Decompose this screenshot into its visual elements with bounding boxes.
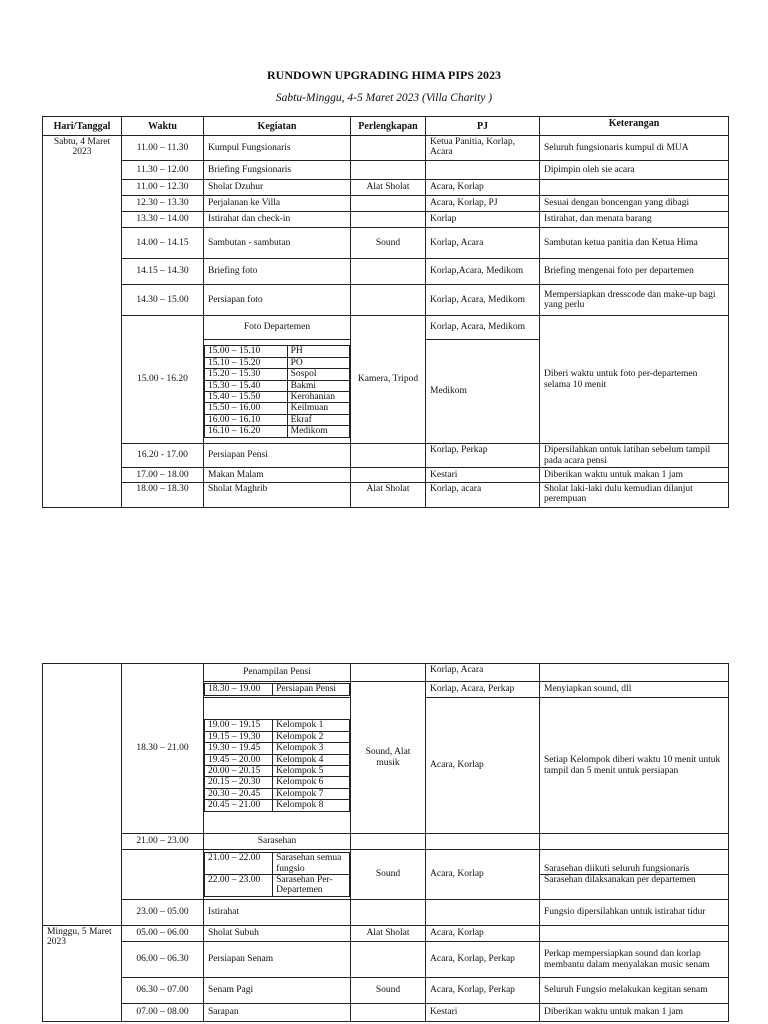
note-cell: Diberi waktu untuk foto per-departemen selama 10 menit [540, 316, 729, 444]
time-cell: 16.20 - 17.00 [122, 444, 204, 468]
sub-time: 15.20 – 15.30 [205, 369, 288, 380]
pic-cell: Korlap, acara [426, 483, 540, 508]
note-cell [540, 180, 729, 196]
activity-cell: Perjalanan ke Villa [204, 196, 351, 212]
equipment-cell [351, 1004, 426, 1022]
sub-time: 20.00 – 20.15 [205, 766, 273, 777]
sub-time: 19.30 – 19.45 [205, 743, 273, 754]
sub-group: Kelompok 3 [273, 743, 350, 754]
sub-department: Medikom [287, 426, 349, 437]
pic-cell: Korlap [426, 212, 540, 228]
table-row [43, 926, 729, 942]
table-row [43, 664, 729, 682]
equipment-cell: Sound, Alat musik [351, 682, 426, 834]
day-cell: Minggu, 5 Maret 2023 [43, 926, 122, 1022]
time-cell-empty [122, 850, 204, 900]
pic-cell: Korlap, Acara, Medikom [426, 316, 540, 340]
note-cell: Fungsio dipersilahkan untuk istirahat tidur [540, 900, 729, 926]
time-cell: 11.00 – 11.30 [122, 136, 204, 161]
equipment-cell: Sound [351, 228, 426, 259]
time-cell: 14.30 – 15.00 [122, 285, 204, 316]
table-row [43, 212, 729, 228]
activity-cell: Sholat Subuh [204, 926, 351, 942]
document-title: RUNDOWN UPGRADING HIMA PIPS 2023 [267, 68, 501, 82]
equipment-cell [351, 259, 426, 285]
time-cell: 14.00 – 14.15 [122, 228, 204, 259]
sub-department: Ekraf [287, 414, 349, 425]
time-cell: 11.30 – 12.00 [122, 161, 204, 180]
note-cell: Diberikan waktu untuk makan 1 jam [540, 468, 729, 483]
pensi-prep-sub [204, 682, 351, 698]
table-row [43, 444, 729, 468]
time-cell: 05.00 – 06.00 [122, 926, 204, 942]
sub-department: Sospol [287, 369, 349, 380]
equipment-cell: Alat Sholat [351, 926, 426, 942]
sub-department: Keilmuan [287, 403, 349, 414]
table-row [43, 834, 729, 850]
day-cell-empty [43, 664, 122, 926]
time-cell: 18.00 – 18.30 [122, 483, 204, 508]
note-cell: Istirahat, dan menata barang [540, 212, 729, 228]
pic-cell: Korlap, Acara [426, 664, 540, 682]
sub-time: 19.45 – 20.00 [205, 754, 273, 765]
sub-group: Kelompok 2 [273, 731, 350, 742]
sub-group: Kelompok 1 [273, 720, 350, 731]
pic-cell: Korlap, Acara, Perkap [426, 682, 540, 698]
pic-cell [426, 900, 540, 926]
note-cell: Diberikan waktu untuk makan 1 jam [540, 1004, 729, 1022]
sub-group: Kelompok 6 [273, 777, 350, 788]
time-cell: 18.30 – 21.00 [122, 664, 204, 834]
note-cell: Sholat laki-laki dulu kemudian dilanjut perempuan [540, 483, 729, 508]
sub-time: 22.00 – 23.00 [205, 875, 273, 897]
pensi-prep-subtable [204, 683, 350, 695]
pic-cell: Kestari [426, 468, 540, 483]
activity-cell: Kumpul Fungsionaris [204, 136, 351, 161]
time-cell: 17.00 – 18.00 [122, 468, 204, 483]
note-cell [540, 834, 729, 850]
table-row [43, 942, 729, 978]
pic-cell: Acara, Korlap, Perkap [426, 942, 540, 978]
equipment-cell [351, 212, 426, 228]
note-cell: Seluruh fungsionaris kumpul di MUA [540, 136, 729, 161]
activity-cell: Sholat Dzuhur [204, 180, 351, 196]
note-cell: Seluruh Fungsio melakukan kegitan senam [540, 978, 729, 1004]
equipment-cell [351, 285, 426, 316]
equipment-cell [351, 900, 426, 926]
time-cell: 21.00 – 23.00 [122, 834, 204, 850]
equipment-cell: Alat Sholat [351, 483, 426, 508]
pic-cell: Ketua Panitia, Korlap, Acara [426, 136, 540, 161]
equipment-cell: Kamera, Tripod [351, 316, 426, 444]
activity-cell: Briefing foto [204, 259, 351, 285]
header-activity: Kegiatan [204, 117, 351, 136]
table-row [43, 161, 729, 180]
pic-cell [426, 834, 540, 850]
sub-time: 19.15 – 19.30 [205, 731, 273, 742]
table-row [43, 285, 729, 316]
sub-department: PH [287, 346, 349, 357]
sub-department: Kerohanian [287, 392, 349, 403]
table-row [43, 483, 729, 508]
foto-subschedule [204, 340, 351, 444]
note-cell: Perkap mempersiapkan sound dan korlap membantu dalam menyalakan music senam [540, 942, 729, 978]
note-cell: Mempersiapkan dresscode dan make-up bagi yang perlu [540, 285, 729, 316]
table-row [43, 259, 729, 285]
sub-time: 15.00 – 15.10 [205, 346, 288, 357]
sub-time: 20.45 – 21.00 [205, 800, 273, 811]
sub-group: Kelompok 8 [273, 800, 350, 811]
pic-cell: Acara, Korlap, Perkap [426, 978, 540, 1004]
sub-activity: Sarasehan semua fungsio [273, 853, 350, 875]
foto-subtable [204, 345, 350, 438]
note-cell: Sarasehan diikuti seluruh fungsionaris [540, 864, 728, 875]
pic-cell: Acara, Korlap [426, 850, 540, 900]
note-cell [540, 926, 729, 942]
note-cell: Sambutan ketua panitia dan Ketua Hima [540, 228, 729, 259]
activity-cell: Briefing Fungsionaris [204, 161, 351, 180]
equipment-cell: Alat Sholat [351, 180, 426, 196]
rundown-table-day1 [42, 116, 729, 508]
equipment-cell [351, 834, 426, 850]
pic-cell: Korlap, Perkap [426, 444, 540, 468]
equipment-cell [351, 161, 426, 180]
header-pic: PJ [426, 117, 540, 136]
activity-cell: Sarapan [204, 1004, 351, 1022]
table-row [43, 1004, 729, 1022]
sub-time: 15.10 – 15.20 [205, 357, 288, 368]
time-cell: 23.00 – 05.00 [122, 900, 204, 926]
sarasehan-subschedule [204, 850, 351, 900]
sub-time: 20.30 – 20.45 [205, 788, 273, 799]
header-time: Waktu [122, 117, 204, 136]
time-cell: 06.00 – 06.30 [122, 942, 204, 978]
activity-group-header: Foto Departemen [204, 316, 351, 340]
sub-group: Kelompok 5 [273, 766, 350, 777]
sub-group: Kelompok 7 [273, 788, 350, 799]
note-cell: Dipimpin oleh sie acara [540, 161, 729, 180]
equipment-cell: Sound [351, 850, 426, 900]
equipment-cell [351, 136, 426, 161]
sub-time: 15.40 – 15.50 [205, 392, 288, 403]
activity-cell: Senam Pagi [204, 978, 351, 1004]
pic-cell: Korlap, Acara, Medikom [426, 285, 540, 316]
equipment-cell [351, 444, 426, 468]
sarasehan-notes-table [540, 864, 728, 886]
pic-cell: Acara, Korlap [426, 698, 540, 834]
header-equipment: Perlengkapan [351, 117, 426, 136]
pic-cell: Kestari [426, 1004, 540, 1022]
pic-cell: Acara, Korlap [426, 926, 540, 942]
note-cell: Dipersilahkan untuk latihan sebelum tampil pada acara pensi [540, 444, 729, 468]
sub-time: 20.15 – 20.30 [205, 777, 273, 788]
activity-cell: Makan Malam [204, 468, 351, 483]
sarasehan-subtable [204, 852, 350, 897]
sub-activity: Sarasehan Per-Departemen [273, 875, 350, 897]
note-cell: Sesuai dengan boncengan yang dibagi [540, 196, 729, 212]
activity-cell: Sholat Maghrib [204, 483, 351, 508]
table-row [43, 850, 729, 900]
pic-cell: Korlap, Acara [426, 228, 540, 259]
sub-time: 15.50 – 16.00 [205, 403, 288, 414]
sub-time: 16.10 – 16.20 [205, 426, 288, 437]
time-cell: 14.15 – 14.30 [122, 259, 204, 285]
sub-department: Bakmi [287, 380, 349, 391]
note-cell: Briefing mengenai foto per departemen [540, 259, 729, 285]
equipment-cell [351, 468, 426, 483]
activity-cell: Persiapan foto [204, 285, 351, 316]
sub-department: PO [287, 357, 349, 368]
activity-cell: Istirahat [204, 900, 351, 926]
table-row [43, 316, 729, 340]
pensi-subtable [204, 719, 350, 812]
equipment-cell [351, 942, 426, 978]
activity-cell: Persiapan Pensi [204, 444, 351, 468]
table-row [43, 978, 729, 1004]
day-cell: Sabtu, 4 Maret 2023 [43, 136, 122, 508]
sub-time: 16.00 – 16.10 [205, 414, 288, 425]
note-cell: Sarasehan dilaksanakan per departemen [540, 875, 728, 886]
sub-group: Kelompok 4 [273, 754, 350, 765]
sub-time: 15.30 – 15.40 [205, 380, 288, 391]
sub-activity: Persiapan Pensi [273, 684, 350, 695]
table-row [43, 228, 729, 259]
table-row [43, 180, 729, 196]
time-cell: 06.30 – 07.00 [122, 978, 204, 1004]
activity-cell: Istirahat dan check-in [204, 212, 351, 228]
table-row [43, 900, 729, 926]
header-day: Hari/Tanggal [43, 117, 122, 136]
activity-group-header: Sarasehan [204, 834, 351, 850]
rundown-table-continued [42, 663, 729, 1022]
pic-cell: Acara, Korlap, PJ [426, 196, 540, 212]
time-cell: 12.30 – 13.30 [122, 196, 204, 212]
pic-cell: Acara, Korlap [426, 180, 540, 196]
pensi-subschedule [204, 698, 351, 834]
equipment-cell [351, 196, 426, 212]
sub-time: 18.30 – 19.00 [205, 684, 273, 695]
pic-cell: Medikom [426, 340, 540, 444]
document-subtitle: Sabtu-Minggu, 4-5 Maret 2023 (Villa Charity ) [275, 92, 493, 104]
activity-cell: Sambutan - sambutan [204, 228, 351, 259]
time-cell: 15.00 - 16.20 [122, 316, 204, 444]
table-row [43, 136, 729, 161]
time-cell: 07.00 – 08.00 [122, 1004, 204, 1022]
equipment-cell [351, 664, 426, 682]
time-cell: 11.00 – 12.30 [122, 180, 204, 196]
sub-time: 19.00 – 19.15 [205, 720, 273, 731]
pic-cell [426, 161, 540, 180]
equipment-cell: Sound [351, 978, 426, 1004]
activity-group-header: Penampilan Pensi [204, 664, 351, 682]
sub-time: 21.00 – 22.00 [205, 853, 273, 875]
table-row [43, 196, 729, 212]
time-cell: 13.30 – 14.00 [122, 212, 204, 228]
table-row [43, 468, 729, 483]
activity-cell: Persiapan Senam [204, 942, 351, 978]
header-note: Keterangan [540, 117, 729, 136]
note-cell: Menyiapkan sound, dll [540, 682, 729, 698]
sarasehan-notes [540, 850, 729, 900]
note-cell: Setiap Kelompok diberi waktu 10 menit untuk tampil dan 5 menit untuk persiapan [540, 698, 729, 834]
pic-cell: Korlap,Acara, Medikom [426, 259, 540, 285]
note-cell [540, 664, 729, 682]
